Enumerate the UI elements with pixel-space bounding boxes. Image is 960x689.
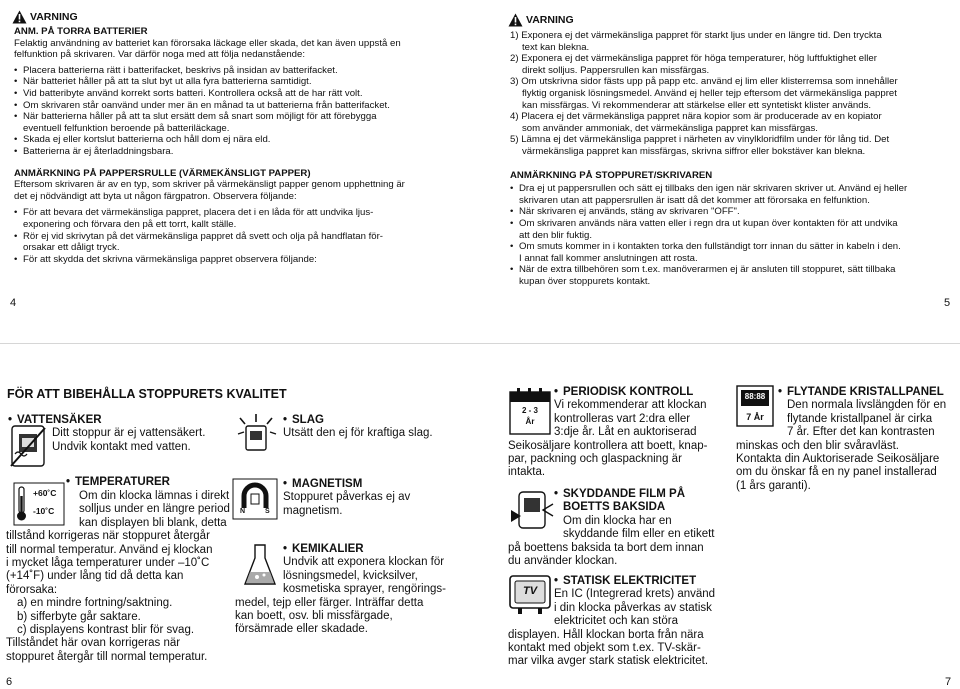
chem-line: lösningsmedel, kvicksilver, — [283, 569, 418, 582]
film-line: Om din klocka har en — [563, 514, 672, 527]
periodic-line: Vi rekommenderar att klockan — [554, 399, 707, 412]
temp-line: i mycket låga temperaturer under –10˚C — [6, 557, 210, 570]
page-number: 5 — [944, 297, 951, 309]
list-item-line: kupan över stoppurets kontakt. — [519, 275, 651, 287]
tv-icon-label: TV — [522, 585, 538, 597]
crystal-line: 7 år. Efter det kan kontrasten — [787, 426, 935, 439]
numbered-item-line: text kan blekna. — [522, 41, 590, 53]
shock-section — [283, 414, 483, 441]
numbered-item-line: 3) Om utskrivna sidor fästs upp på papp etc. använd ej lim eller klisterremsa som innehåller — [510, 76, 898, 88]
temperature-text — [6, 490, 246, 664]
numbered-item-line: värmekänsliga pappret kan missfärgas, skrivna siffror eller bokstäver kan blekna. — [522, 145, 866, 157]
text-line: Ditt stoppur är ej vattensäkert. — [52, 427, 206, 440]
crystal-line: (1 års garanti). — [736, 479, 811, 492]
battery-intro — [14, 38, 472, 61]
list-item-line: • Om smuts kommer in i kontakten torka den fullständigt torr innan du sätter in kabeln i den. — [519, 241, 901, 253]
periodic-line: intakta. — [508, 466, 546, 479]
warning-icon — [508, 13, 523, 27]
crystal-title: • FLYTANDE KRISTALLPANEL — [778, 386, 956, 399]
text-line: Utsätt den ej för kraftiga slag. — [283, 427, 433, 440]
list-item-line: • Skada ej eller kortslut batterierna och håll dom ej nära eld. — [23, 134, 271, 146]
crystal-line: Den normala livslängden för en — [787, 399, 947, 412]
temp-line: Tillståndet här ovan korrigeras när — [6, 637, 181, 650]
list-item — [510, 218, 953, 241]
temp-line: förorsaka: — [6, 583, 58, 596]
text-line: det ej nödvändigt att byta ut någon färgpatron. Observera följande: — [14, 190, 297, 202]
text-line: magnetism. — [283, 504, 343, 517]
lcd-digits: 88:88 — [744, 392, 766, 401]
temp-line: c) displayens kontrast blir för svag. — [17, 624, 195, 637]
periodic-line: 3:dje år. Låt en auktoriserad — [554, 426, 697, 439]
numbered-item-line: 2) Exponera ej det värmekänsliga pappret för höga temperaturer, hög luftfuktighet eller — [510, 53, 877, 65]
paper-intro — [14, 179, 472, 202]
crystal-line: om du önskar få en ny panel installerad — [736, 466, 937, 479]
list-item — [14, 207, 472, 230]
shock-watch-icon — [236, 412, 278, 454]
periodic-line: Seikosäljare kontrollera att boett, knap- — [508, 439, 708, 452]
static-line: elektricitet och kan störa — [554, 615, 679, 628]
list-item-line: • För att bevara det värmekänsliga pappret, placera det i en låda för att undvika ljus- — [23, 207, 374, 219]
temp-line: b) sifferbyte går saktare. — [17, 610, 141, 623]
page-number: 6 — [6, 676, 13, 688]
temp-line: a) en mindre fortning/saktning. — [17, 597, 173, 610]
temperature-title: • TEMPERATURER — [66, 476, 241, 489]
list-item-line: exponering och förvara den på ett torrt, kallt ställe. — [23, 218, 237, 230]
temp-line: solljus under en längre period — [79, 503, 230, 516]
periodic-line: par, packning och glaspackning är — [508, 453, 682, 466]
chemicals-section — [235, 543, 485, 637]
static-line: displayen. Håll klockan borta från nära — [508, 628, 704, 641]
numbered-item — [510, 134, 953, 157]
chem-line: försämrade eller skadade. — [235, 623, 368, 636]
numbered-item — [510, 53, 953, 76]
warning-label: VARNING — [30, 11, 78, 23]
numbered-item — [510, 30, 953, 53]
temp-line: till normal temperatur. Använd ej klockan — [6, 543, 213, 556]
static-title: • STATISK ELEKTRICITET — [554, 575, 723, 588]
list-item — [14, 88, 472, 100]
shock-text — [283, 427, 483, 440]
temp-line: stoppuret återgår till normal temperatur. — [6, 650, 208, 663]
text-line: Stoppuret påverkas ej av — [283, 491, 411, 504]
south-pole-label: S — [265, 508, 270, 515]
list-item — [14, 76, 472, 88]
paper-title: ANMÄRKNING PÅ PAPPERSRULLE (VÄRMEKÄNSLIGT PAPPER) — [14, 167, 311, 179]
list-item-line: • Rör ej vid skrivytan på det värmekänsliga pappret då svett och olja på handflatan för- — [23, 230, 383, 242]
list-item — [14, 146, 472, 158]
static-section — [508, 575, 723, 669]
list-item — [14, 100, 472, 112]
film-line: skyddande film eller en etikett — [563, 528, 715, 541]
crystal-section — [736, 386, 956, 493]
film-line: på boettens baksida ta bort dem innan — [508, 541, 704, 554]
periodic-line: kontrolleras vart 2:dra eller — [554, 412, 691, 425]
list-item — [510, 264, 953, 287]
chem-line: kan boett, osv. bli missfärgade, — [235, 610, 393, 623]
list-item — [14, 134, 472, 146]
magnetism-title: • MAGNETISM — [283, 478, 473, 491]
temp-line: (+14˚F) under lång tid då detta kan — [6, 570, 184, 583]
warning-numbered-list — [510, 30, 953, 158]
periodic-section — [508, 386, 723, 480]
numbered-item-line: flyktig organisk lösningsmedel. Använd ej heller tejp eftersom det värmekänsliga pappret — [522, 87, 897, 99]
calendar-unit: År — [525, 417, 535, 426]
numbered-item-line: kan missfärgas. Vi rekommenderar att stärkelse eller ett syntetiskt klister används. — [522, 99, 872, 111]
magnetism-text — [283, 491, 473, 518]
numbered-item — [510, 76, 953, 111]
stopwatch-list — [510, 183, 953, 287]
hot-temp-label: +60˚C — [33, 488, 57, 498]
list-item-line: • När skrivaren ej används, stäng av skrivaren "OFF". — [519, 206, 740, 218]
page-number: 4 — [10, 297, 17, 309]
list-item — [14, 231, 472, 254]
page-divider — [0, 343, 960, 344]
water-text — [52, 427, 228, 454]
temperature-title-wrap — [66, 476, 241, 489]
shock-title: • SLAG — [283, 414, 483, 427]
water-section — [8, 414, 228, 454]
text-line: Felaktig användning av batteriet kan förorsaka läckage eller skada, det kan även uppstå en — [14, 37, 401, 49]
film-section — [508, 488, 723, 568]
static-line: mar vilka avger stark statisk elektricitet. — [508, 655, 709, 668]
film-title-2: BOETTS BAKSIDA — [563, 501, 666, 514]
list-item-line: att den blir fuktig. — [519, 229, 593, 241]
list-item-line: • När batteriet håller på att ta slut byt ut alla fyra batterierna samtidigt. — [23, 76, 312, 88]
list-item-line: • Dra ej ut pappersrullen och sätt ej tillbaks den igen när skrivaren skriver ut. Använd ej heller — [519, 183, 908, 195]
calendar-years: 2 - 3 — [521, 406, 538, 415]
list-item — [510, 183, 953, 206]
page-number: 7 — [945, 676, 952, 688]
list-item-line: orsakar ett dåligt tryck. — [23, 242, 120, 254]
list-item — [510, 206, 953, 218]
magnet-icon — [232, 478, 278, 520]
battery-title: ANM. PÅ TORRA BATTERIER — [14, 26, 148, 37]
lcd-years: 7 År — [746, 412, 764, 422]
list-item-line: • För att skydda det skrivna värmekänsliga pappret observera följande: — [23, 253, 317, 265]
static-line: kontakt med objekt som t.ex. TV-skär- — [508, 642, 701, 655]
magnetism-section — [283, 478, 473, 518]
list-item-line: • Om skrivaren står oanvänd under mer än en månad ta ut batterierna från batterifacket. — [23, 99, 390, 111]
list-item-line: I annat fall kommer anslutningen att rosta. — [519, 252, 698, 264]
warning-icon — [12, 10, 27, 24]
crystal-line: Kontakta din Auktoriserade Seikosäljare — [736, 453, 940, 466]
battery-list — [14, 65, 472, 158]
text-line: Eftersom skrivaren är av en typ, som skriver på värmekänsligt papper genom upphettning är — [14, 179, 405, 191]
static-line: i din klocka påverkas av statisk — [554, 601, 712, 614]
numbered-item-line: 4) Placera ej det värmekänsliga pappret nära kopior som är producerade av en kopiator — [510, 111, 882, 123]
north-pole-label: N — [240, 508, 246, 515]
quality-heading: FÖR ATT BIBEHÅLLA STOPPURETS KVALITET — [7, 387, 287, 401]
warning-badge — [12, 10, 472, 24]
numbered-item-line: som använder ammoniak, det värmekänsliga pappret kan missfärgas. — [522, 122, 818, 134]
list-item-line: • När de extra tillbehören som t.ex. manöverarmen ej är ansluten till stoppuret, sätt tillbaka — [519, 264, 896, 276]
water-title: • VATTENSÄKER — [8, 414, 228, 427]
text-line: Undvik kontakt med vatten. — [52, 440, 191, 453]
list-item-line: eventuell felfunktion beroende på batteriläckage. — [23, 122, 230, 134]
numbered-item — [510, 111, 953, 134]
film-title-1: • SKYDDANDE FILM PÅ — [554, 488, 723, 501]
temp-line: kan displayen bli blank, detta — [79, 516, 227, 529]
crystal-line: minskas och den blir svåravläst. — [736, 439, 899, 452]
chem-line: kosmetiska sprayer, rengörings- — [283, 583, 446, 596]
numbered-item-line: 1) Exponera ej det värmekänsliga pappret för starkt ljus under en längre tid. Den tryckta — [510, 30, 882, 41]
list-item — [14, 111, 472, 134]
list-item-line: • Placera batterierna rätt i batterifacket, beskrivs på insidan av batterifacket. — [23, 64, 338, 76]
list-item-line: • Om skrivaren används nära vatten eller i regn dra ut kupan över kontakten för att undvika — [519, 217, 898, 229]
list-item-line: • Vid batteribyte använd korrekt sorts batteri. Kontrollera också att de har rätt volt. — [23, 87, 363, 99]
page-4 — [12, 10, 472, 265]
temp-line: Om din klocka lämnas i direkt — [79, 490, 230, 502]
list-item-line: skrivaren utan att pappersrullen är isatt då det kommer att förorsaka en felfunktion. — [519, 194, 870, 206]
numbered-item-line: direkt solljus. Pappersrullen kan missfärgas. — [522, 64, 710, 76]
chemicals-title: • KEMIKALIER — [283, 543, 485, 556]
list-item — [14, 254, 472, 266]
list-item — [510, 241, 953, 264]
stopwatch-title: ANMÄRKNING PÅ STOPPURET/SKRIVAREN — [510, 169, 713, 181]
numbered-item-line: 5) Lämna ej det värmekänsliga pappret i närheten av vinylkloridfilm under för lång tid. Det — [510, 134, 890, 146]
periodic-title: • PERIODISK KONTROLL — [554, 386, 723, 399]
list-item-line: • När batterierna håller på att ta slut ersätt dem så snart som möjligt för att förebygga — [23, 111, 377, 123]
temp-line: tillstånd korrigeras när stoppuret återgår — [6, 530, 210, 543]
film-line: du använder klockan. — [508, 555, 618, 568]
warning-badge — [508, 13, 953, 27]
chem-line: medel, tejp eller färger. Inträffar detta — [235, 596, 424, 609]
warning-label: VARNING — [526, 14, 574, 26]
paper-list — [14, 207, 472, 265]
crystal-line: flytande kristallpanel är cirka — [787, 412, 933, 425]
text-line: felfunktion på skrivaren. Var därför noga med att följa nedanstående: — [14, 49, 306, 61]
list-item — [14, 65, 472, 77]
page-5 — [508, 13, 953, 287]
list-item-line: • Batterierna är ej återladdningsbara. — [23, 145, 174, 157]
static-line: En IC (Integrerad krets) använd — [554, 588, 716, 601]
cold-temp-label: -10˚C — [33, 506, 55, 516]
chem-line: Undvik att exponera klockan för — [283, 556, 445, 569]
